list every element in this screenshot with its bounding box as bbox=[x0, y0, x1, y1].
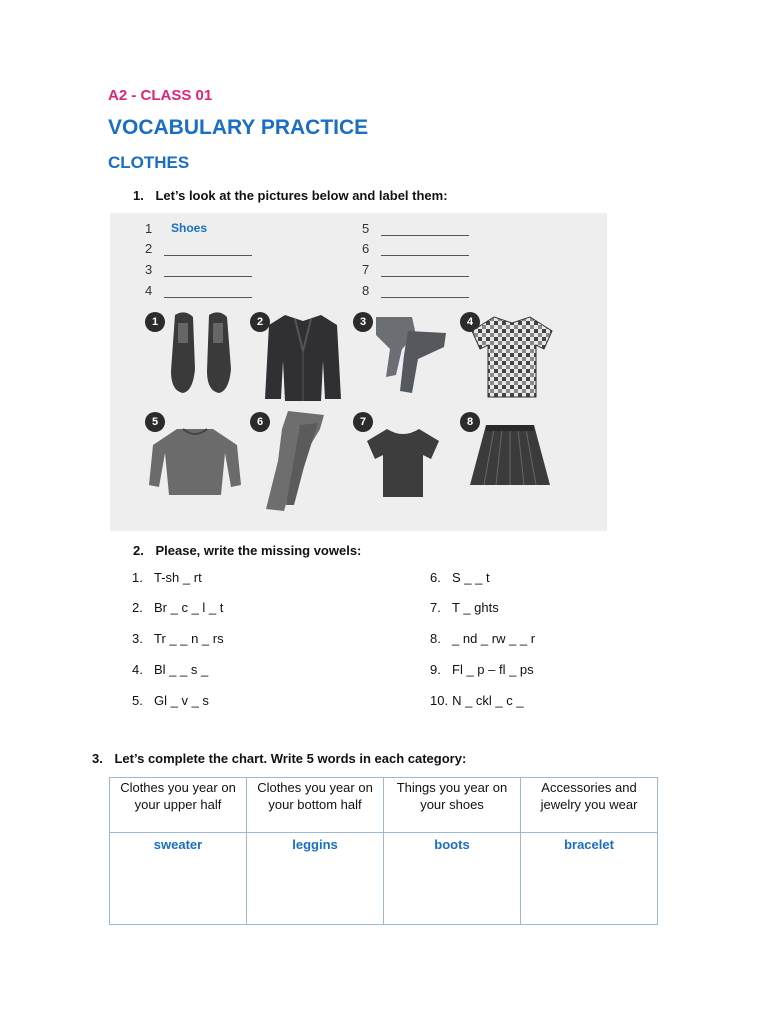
label-line-6[interactable] bbox=[362, 241, 376, 256]
jeans-icon bbox=[372, 315, 452, 397]
label-number: 2 bbox=[145, 241, 153, 256]
vowel-item-8: 8. _ nd _ rw _ _ r bbox=[430, 631, 536, 646]
label-line-5[interactable] bbox=[362, 221, 376, 236]
question-number: 1. bbox=[133, 188, 144, 203]
label-number: 4 bbox=[145, 283, 153, 298]
answer-line bbox=[381, 235, 469, 236]
question-number: 2. bbox=[133, 543, 144, 558]
vowel-item-4: 4. Bl _ _ s _ bbox=[132, 662, 209, 677]
vowel-item-6: 6. S _ _ t bbox=[430, 570, 490, 585]
vowel-item-1: 1. T-sh _ rt bbox=[132, 570, 202, 585]
chart-header-row bbox=[110, 778, 658, 833]
picture-badge-8: 8 bbox=[460, 412, 480, 432]
answer-line bbox=[164, 297, 252, 298]
section-subtitle: CLOTHES bbox=[108, 153, 190, 172]
category-chart bbox=[109, 777, 658, 925]
question-3 bbox=[92, 751, 466, 766]
picture-badge-5: 5 bbox=[145, 412, 165, 432]
picture-badge-6: 6 bbox=[250, 412, 270, 432]
picture-badge-3: 3 bbox=[353, 312, 373, 332]
question-text: Let’s complete the chart. Write 5 words in each category: bbox=[114, 751, 467, 766]
question-1 bbox=[133, 188, 448, 203]
label-line-8[interactable] bbox=[362, 283, 376, 298]
chart-header: Clothes you year on your upper half bbox=[110, 778, 247, 833]
class-label: A2 - CLASS 01 bbox=[108, 87, 213, 104]
label-number: 1 bbox=[145, 221, 153, 236]
tshirt-icon bbox=[365, 425, 441, 499]
label-number: 7 bbox=[362, 262, 370, 277]
chart-answer-cell[interactable]: bracelet bbox=[521, 833, 658, 925]
picture-badge-1: 1 bbox=[145, 312, 165, 332]
chart-header: Things you year on your shoes bbox=[384, 778, 521, 833]
label-line-2[interactable] bbox=[145, 241, 159, 256]
label-line-7[interactable] bbox=[362, 262, 376, 277]
label-line-1[interactable] bbox=[145, 221, 208, 236]
vowel-item-3: 3. Tr _ _ n _ rs bbox=[132, 631, 224, 646]
question-text: Let’s look at the pictures below and label them: bbox=[155, 188, 448, 203]
vowel-item-2: 2. Br _ c _ l _ t bbox=[132, 600, 224, 615]
chart-answer-cell[interactable]: sweater bbox=[110, 833, 247, 925]
answer-line bbox=[381, 255, 469, 256]
answer-line bbox=[381, 276, 469, 277]
label-number: 8 bbox=[362, 283, 370, 298]
label-answer: Shoes bbox=[171, 221, 208, 235]
vowel-item-5: 5. Gl _ v _ s bbox=[132, 693, 209, 708]
sweater-icon bbox=[147, 425, 243, 497]
chart-header: Accessories and jewelry you wear bbox=[521, 778, 658, 833]
chart-answer-row bbox=[110, 833, 658, 925]
jacket-icon bbox=[263, 311, 343, 403]
page-title: VOCABULARY PRACTICE bbox=[108, 116, 369, 139]
pictures-panel bbox=[110, 213, 607, 531]
label-number: 6 bbox=[362, 241, 370, 256]
label-number: 3 bbox=[145, 262, 153, 277]
shoes-icon bbox=[165, 309, 240, 397]
trousers-icon bbox=[260, 409, 330, 515]
label-line-3[interactable] bbox=[145, 262, 159, 277]
label-line-4[interactable] bbox=[145, 283, 159, 298]
question-number: 3. bbox=[92, 751, 103, 766]
picture-badge-7: 7 bbox=[353, 412, 373, 432]
checked-shirt-icon bbox=[470, 313, 554, 399]
chart-answer-cell[interactable]: leggins bbox=[247, 833, 384, 925]
answer-line bbox=[164, 276, 252, 277]
chart-header: Clothes you year on your bottom half bbox=[247, 778, 384, 833]
vowel-item-7: 7. T _ ghts bbox=[430, 600, 499, 615]
question-text: Please, write the missing vowels: bbox=[155, 543, 362, 558]
answer-line bbox=[381, 297, 469, 298]
label-number: 5 bbox=[362, 221, 370, 236]
skirt-icon bbox=[468, 423, 552, 489]
answer-line bbox=[164, 255, 252, 256]
vowel-item-9: 9. Fl _ p – fl _ ps bbox=[430, 662, 534, 677]
picture-badge-2: 2 bbox=[250, 312, 270, 332]
picture-badge-4: 4 bbox=[460, 312, 480, 332]
vowel-item-10: 10. N _ ckl _ c _ bbox=[430, 693, 524, 708]
chart-answer-cell[interactable]: boots bbox=[384, 833, 521, 925]
question-2 bbox=[133, 543, 361, 558]
